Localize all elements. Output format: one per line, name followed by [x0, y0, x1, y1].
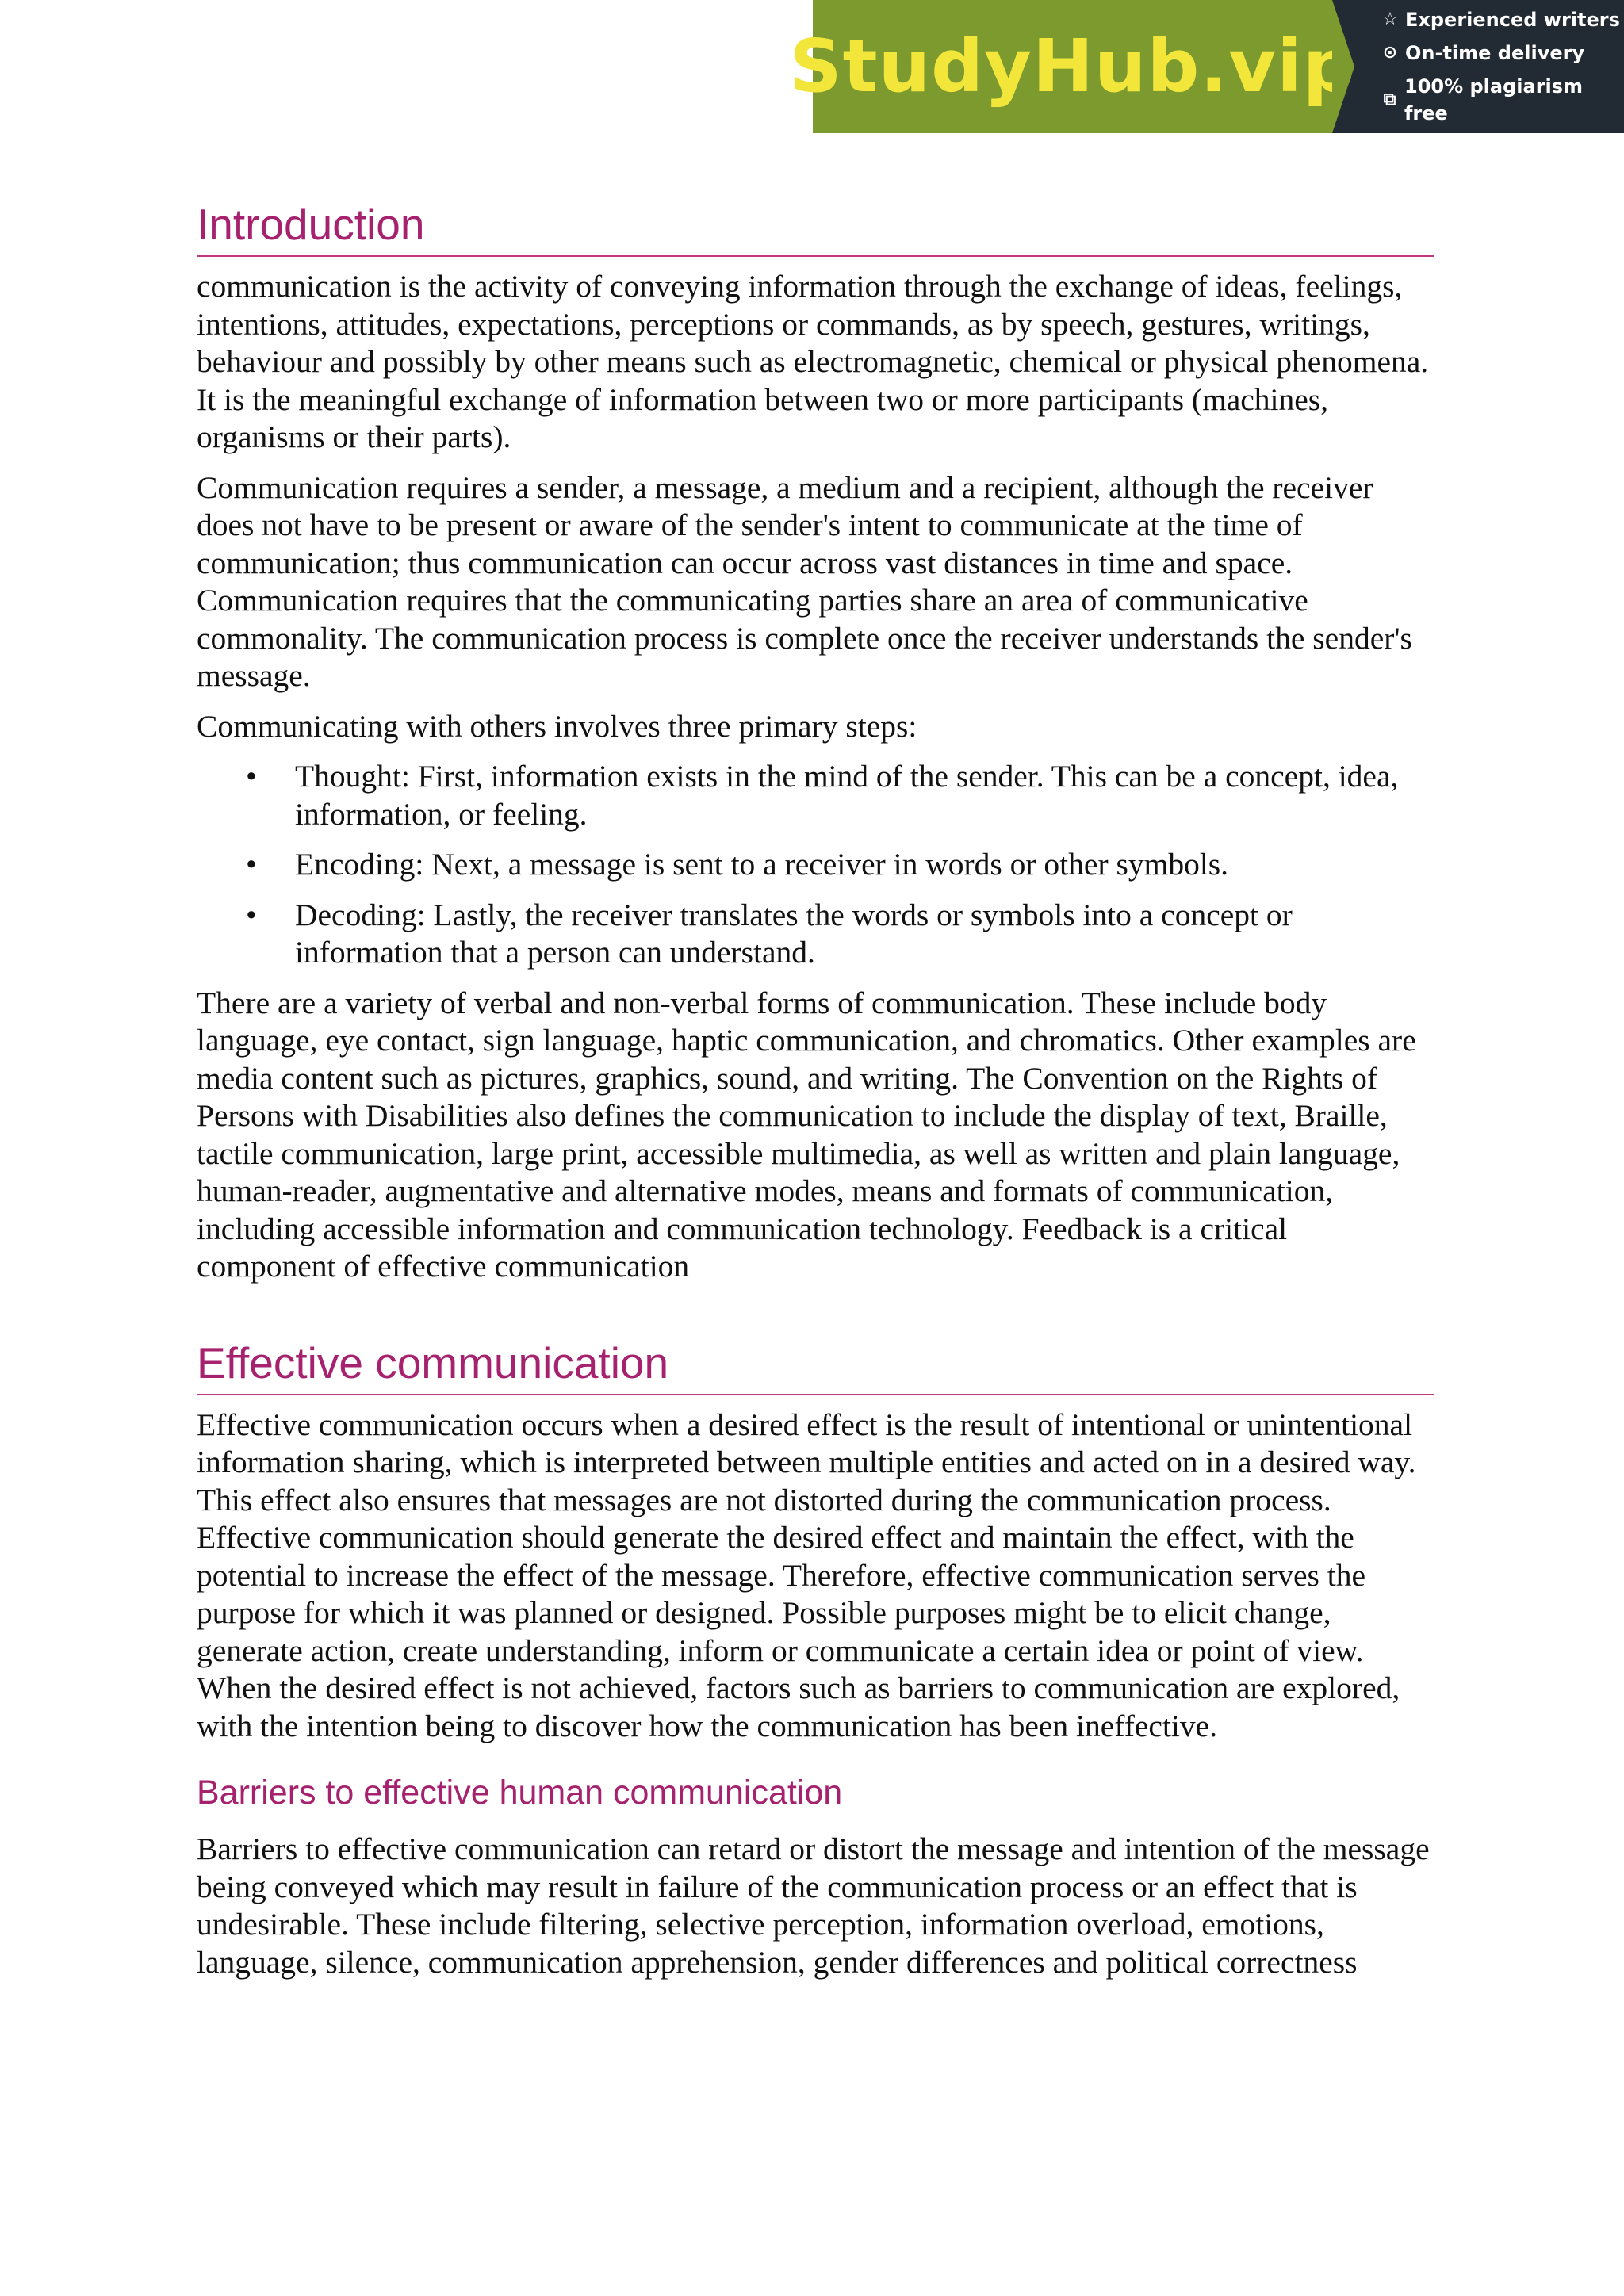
bullet-icon: • — [246, 847, 257, 882]
bullet-icon: • — [246, 897, 257, 932]
heading-barriers: Barriers to effective human communication — [197, 1774, 843, 1812]
list-item-text: Decoding: Lastly, the receiver translates the words or symbols into a concept or information that a person can understand. — [295, 897, 1293, 970]
effective-paragraph-1: Effective communication occurs when a desired effect is the result of intentional or unintentional information sharing, which is interpreted between multiple entities and acted on in a desired way. This effect also ensures that messages are not distorted during the communication process. Effective communication should generate the desired effect and maintain the effect, with the potential to increase the effect of the message. Therefore, effective communication serves the purpose for which it was planned or designed. Possible purposes might be to elicit change, generate action, create understanding, inform or communicate a certain idea or point of view. When the desired effect is not achieved, factors such as barriers to communication are explored, with the intention being to discover how the communication has been ineffective. — [197, 1406, 1416, 1743]
intro-paragraph-1: communication is the activity of conveying information through the exchange of ideas, feelings, intentions, attitudes, expectations, perceptions or commands, as by speech, gestures, writings, behaviour and possibly by other means such as electromagnetic, chemical or physical phenomena. It is the meaningful exchange of information between two or more participants (machines, organisms or their parts). — [197, 269, 1429, 454]
feature-label: 100% plagiarism free — [1404, 75, 1584, 124]
list-item-text: Encoding: Next, a message is sent to a receiver in words or other symbols. — [295, 847, 1229, 882]
copy-icon: ⧉ — [1383, 90, 1396, 109]
barriers-paragraph: Barriers to effective communication can retard or distort the message and intention of the message being conveyed which may result in failure of the communication process or an effect that is undesirable. These include filtering, selective perception, information overload, emotions, language, silence, communication apprehension, gender differences and political correctness — [197, 1831, 1430, 1980]
feature-label: Experienced writers — [1405, 9, 1620, 31]
feature-plagiarism-free — [1380, 73, 1624, 127]
list-item — [197, 897, 1434, 972]
clock-icon: ⊙ — [1382, 43, 1398, 63]
list-item — [197, 758, 1434, 833]
logo-text: StudyHub.vip — [789, 24, 1356, 109]
document-body — [197, 198, 1434, 1994]
list-item-text: Thought: First, information exists in the mind of the sender. This can be a concept, idea, information, or feeling. — [295, 759, 1399, 832]
banner-arrow-shape — [1332, 0, 1354, 133]
steps-list — [197, 758, 1434, 972]
intro-paragraph-4: There are a variety of verbal and non-verbal forms of communication. These include body language, eye contact, sign language, haptic communication, and chromatics. Other examples are media content such as pictures, graphics, sound, and writing. The Convention on the Rights of Persons with Disabilities also defines the communication to include the display of text, Braille, tactile communication, large print, accessible multimedia, as well as written and plain language, human-reader, augmentative and alternative modes, means and formats of communication, including accessible information and communication technology. Feedback is a critical component of effective communication — [197, 985, 1416, 1284]
star-icon: ☆ — [1382, 10, 1398, 29]
feature-on-time-delivery — [1380, 40, 1624, 67]
studyhub-logo[interactable] — [789, 0, 1356, 133]
bullet-icon: • — [246, 759, 257, 794]
studyhub-banner[interactable] — [789, 0, 1624, 133]
feature-label: On-time delivery — [1405, 42, 1585, 64]
section-spacer — [197, 1299, 1434, 1337]
heading-effective-communication: Effective communication — [197, 1337, 1434, 1395]
intro-paragraph-2: Communication requires a sender, a message, a medium and a recipient, although the receiver does not have to be present or aware of the sender's intent to communicate at the time of communication; thus communication can occur across vast distances in time and space. Communication requires that the communicating parties share an area of communicative commonality. The communication process is complete once the receiver understands the sender's message. — [197, 469, 1412, 693]
heading-introduction: Introduction — [197, 198, 1434, 257]
feature-experienced-writers — [1380, 6, 1624, 33]
list-item — [197, 846, 1434, 884]
banner-features — [1332, 0, 1624, 133]
intro-paragraph-3: Communicating with others involves three primary steps: — [197, 708, 917, 744]
